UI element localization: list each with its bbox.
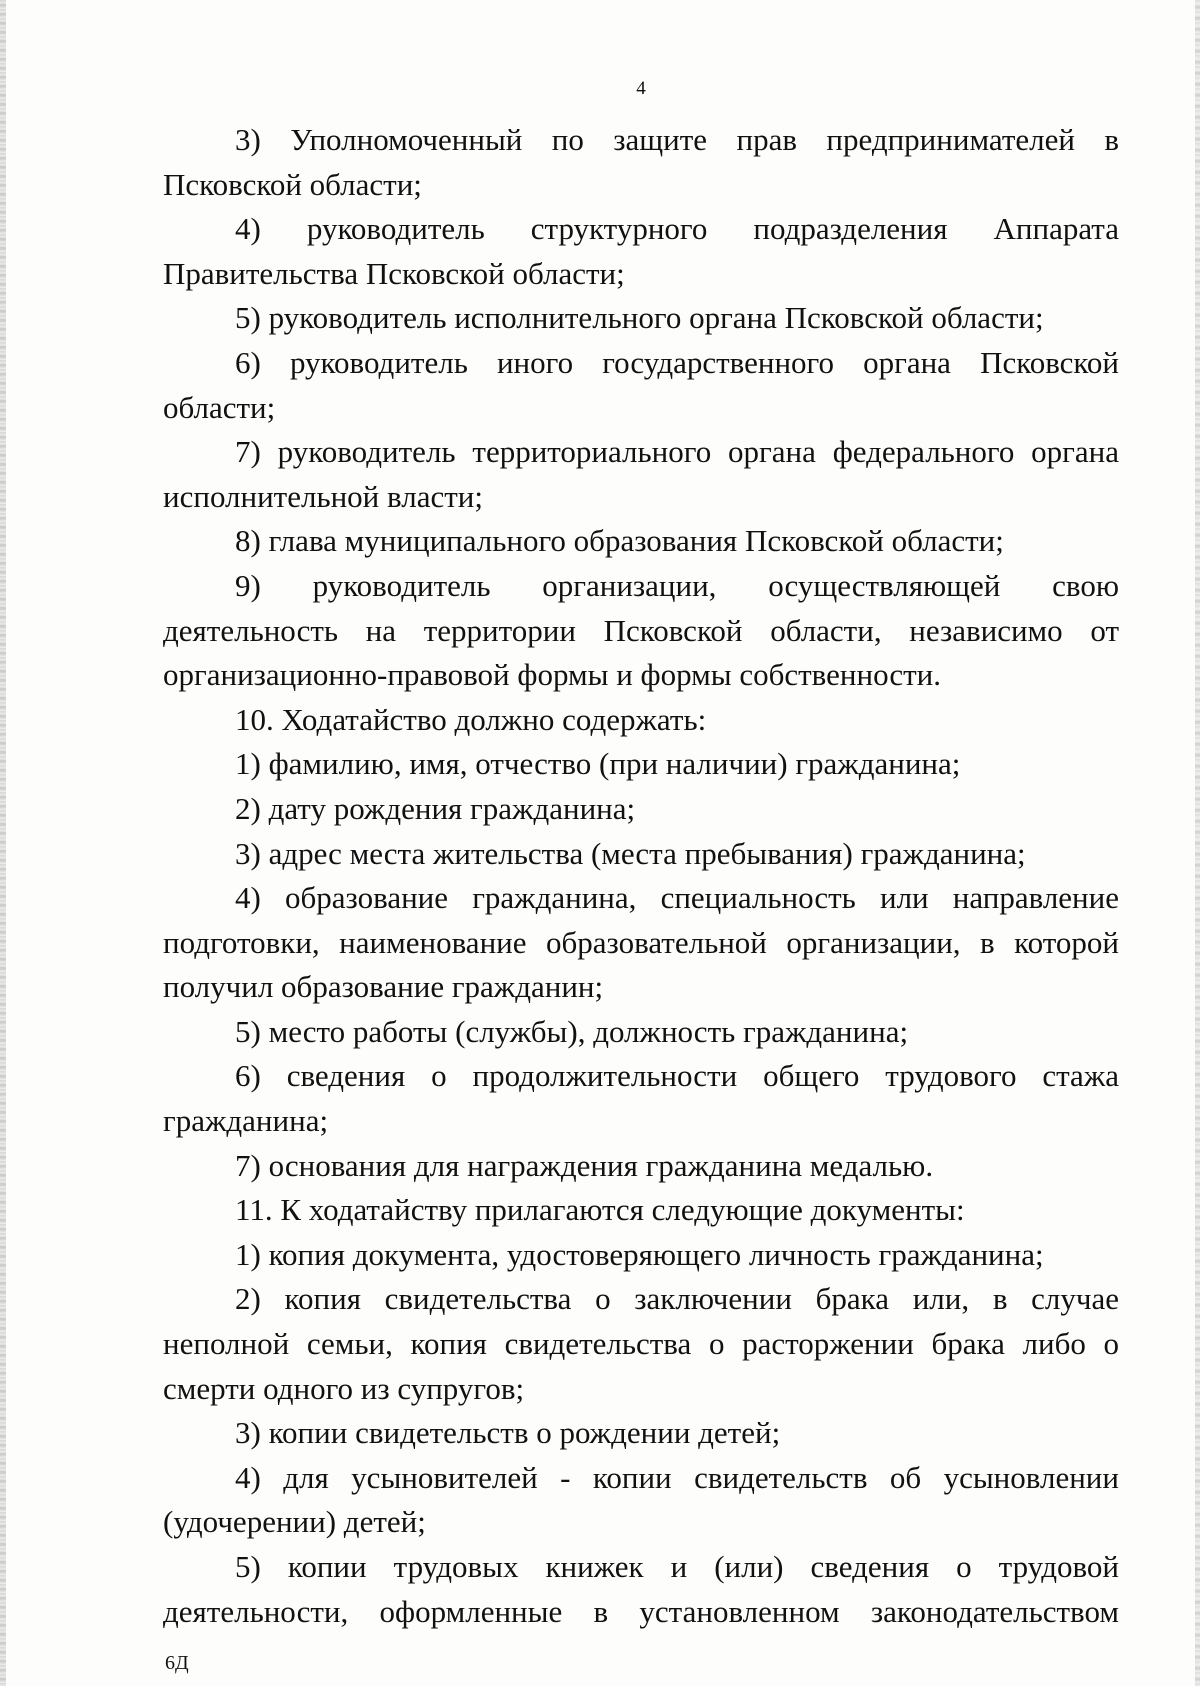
paragraph: 8) глава муниципального образования Псковской области;	[235, 523, 1004, 559]
paragraph: 1) фамилию, имя, отчество (при наличии) гражданина;	[235, 746, 961, 782]
scan-edge-right	[1195, 0, 1200, 1686]
paragraph: 5) руководитель исполнительного органа Псковской области;	[235, 300, 1044, 336]
section-heading: 11. К ходатайству прилагаются следующие документы:	[235, 1192, 965, 1228]
page-number: 4	[636, 78, 646, 99]
paragraph: 2) копия свидетельства о заключении брака или, в случае неполной семьи, копия свидетельства о расторжении брака либо о смерти одного из супругов;	[163, 1281, 1119, 1406]
footer-code: 6Д	[165, 1652, 189, 1674]
paragraph: 4) для усыновителей - копии свидетельств об усыновлении (удочерении) детей;	[163, 1459, 1119, 1540]
paragraph: 9) руководитель организации, осуществляющей свою деятельность на территории Псковской области, независимо от организационно-правовой формы и формы собственности.	[163, 567, 1119, 693]
document-body	[163, 118, 1119, 1634]
scan-edge-left	[0, 0, 6, 1686]
paragraph: 3) Уполномоченный по защите прав предпринимателей в Псковской области;	[163, 122, 1119, 202]
paragraph: 1) копия документа, удостоверяющего личность гражданина;	[235, 1236, 1044, 1272]
paragraph: 3) копии свидетельств о рождении детей;	[235, 1415, 781, 1451]
paragraph: 5) место работы (службы), должность гражданина;	[235, 1013, 909, 1049]
paragraph: 4) образование гражданина, специальность или направление подготовки, наименование образовательной организации, в которой получил образование гражданин;	[163, 880, 1119, 1005]
paragraph: 4) руководитель структурного подразделения Аппарата Правительства Псковской области;	[163, 211, 1119, 291]
paragraph: 6) сведения о продолжительности общего трудового стажа гражданина;	[163, 1058, 1119, 1139]
paragraph: 2) дату рождения гражданина;	[235, 790, 636, 826]
paragraph: 7) руководитель территориального органа федерального органа исполнительной власти;	[163, 434, 1119, 514]
paragraph: 6) руководитель иного государственного органа Псковской области;	[163, 344, 1119, 425]
section-heading: 10. Ходатайство должно содержать:	[235, 701, 707, 737]
paragraph: 3) адрес места жительства (места пребывания) гражданина;	[235, 835, 1026, 871]
paragraph: 5) копии трудовых книжек и (или) сведения о трудовой деятельности, оформленные в установленном законодательством	[163, 1549, 1119, 1629]
paragraph: 7) основания для награждения гражданина медалью.	[235, 1147, 934, 1183]
